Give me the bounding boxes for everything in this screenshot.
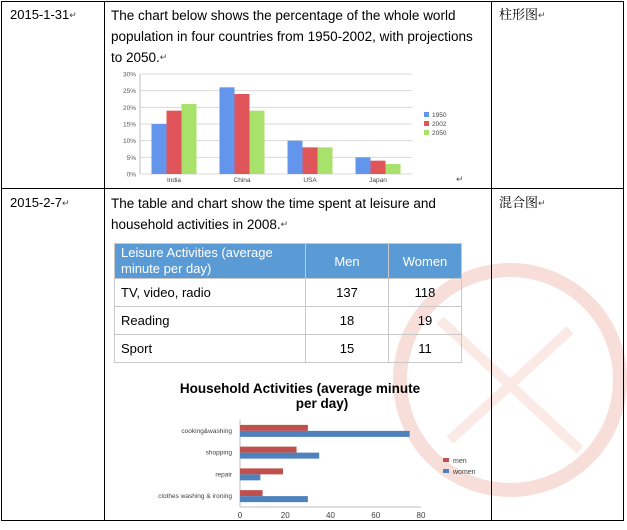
- legend-label-2002: 2002: [432, 121, 447, 128]
- table-row: [115, 307, 462, 335]
- y-tick-label: clothes washing & ironing: [158, 493, 232, 501]
- row2-chart-type: 混合图↵: [499, 195, 546, 210]
- x-tick-label: USA: [303, 177, 317, 184]
- bar-repair-women: [240, 474, 260, 480]
- x-tick-label: 40: [326, 511, 335, 520]
- bar-china-2050: [250, 111, 265, 174]
- table-cell: 11: [389, 335, 462, 363]
- population-bar-chart: [112, 70, 472, 186]
- bar-cooking-washing-men: [240, 425, 308, 431]
- bar-usa-2050: [318, 147, 333, 174]
- table-cell: TV, video, radio: [115, 279, 306, 307]
- chart-title-line2: per day): [295, 396, 349, 411]
- bar-clothes-washing-ironing-women: [240, 496, 308, 502]
- y-tick-label: 0%: [126, 171, 136, 179]
- leisure-header-women: Women: [389, 244, 462, 279]
- table-cell: 15: [306, 335, 389, 363]
- table-cell: 18: [306, 307, 389, 335]
- bar-japan-1950: [356, 157, 371, 174]
- bar-usa-1950: [288, 141, 303, 174]
- x-tick-label: China: [233, 177, 251, 184]
- table-cell: 118: [389, 279, 462, 307]
- table-cell: 137: [306, 279, 389, 307]
- chart-title: [180, 381, 421, 411]
- bar-india-1950: [152, 124, 167, 174]
- leisure-header-row: [115, 244, 462, 279]
- y-tick-label: 20%: [122, 104, 136, 112]
- legend-swatch-men: [443, 458, 449, 462]
- y-tick-label: 30%: [122, 71, 136, 79]
- legend-swatch-2002: [424, 121, 429, 126]
- table-cell: Sport: [115, 335, 306, 363]
- bar-japan-2050: [386, 164, 401, 174]
- y-tick-label: 15%: [122, 121, 136, 129]
- table-row: [115, 279, 462, 307]
- legend-label-1950: 1950: [432, 112, 447, 119]
- legend-swatch-women: [443, 469, 449, 473]
- legend-label-women: women: [453, 469, 476, 476]
- bar-india-2050: [182, 104, 197, 174]
- legend-swatch-2050: [424, 130, 429, 135]
- legend-swatch-1950: [424, 112, 429, 117]
- leisure-header-men: Men: [306, 244, 389, 279]
- leisure-table: [114, 243, 462, 363]
- y-tick-label: repair: [215, 471, 232, 479]
- bar-shopping-men: [240, 447, 297, 453]
- row2-date: 2015-2-7↵: [10, 195, 70, 210]
- table-cell: 19: [389, 307, 462, 335]
- x-tick-label: 60: [371, 511, 381, 520]
- bar-shopping-women: [240, 453, 319, 459]
- bar-china-1950: [220, 87, 235, 174]
- leisure-header-activity: Leisure Activities (average minute per day): [115, 244, 306, 279]
- table-row: [115, 335, 462, 363]
- y-tick-label: 25%: [122, 88, 136, 96]
- bar-cooking-washing-women: [240, 431, 410, 437]
- bar-clothes-washing-ironing-men: [240, 490, 263, 496]
- y-tick-label: shopping: [205, 449, 232, 457]
- x-tick-label: 0: [237, 511, 243, 520]
- legend-label-men: men: [453, 458, 467, 465]
- row1-prompt: The chart below shows the percentage of the whole world population in four countries from 1950-2002, with projections to 2050.↵: [111, 8, 473, 65]
- bar-japan-2002: [371, 161, 386, 174]
- row2-prompt: The table and chart show the time spent at leisure and household activities in 2008.↵: [111, 196, 436, 232]
- table-cell: Reading: [115, 307, 306, 335]
- legend-label-2050: 2050: [432, 130, 447, 137]
- y-tick-label: 10%: [122, 138, 136, 146]
- y-tick-label: 5%: [126, 154, 136, 162]
- y-tick-label: cooking&washing: [181, 427, 232, 435]
- bar-india-2002: [167, 111, 182, 174]
- bar-repair-men: [240, 468, 283, 474]
- household-activities-chart: [110, 378, 490, 520]
- x-tick-label: India: [166, 177, 182, 184]
- bar-china-2002: [235, 94, 250, 174]
- chart-title-line1: Household Activities (average minute: [179, 381, 421, 396]
- x-tick-label: 80: [416, 511, 426, 520]
- return-mark: ↵: [456, 174, 464, 184]
- x-tick-label: 20: [280, 511, 290, 520]
- row1-date: 2015-1-31↵: [10, 7, 77, 22]
- x-tick-label: Japan: [369, 177, 387, 184]
- row1-chart-type: 柱形图↵: [499, 7, 546, 22]
- bar-usa-2002: [303, 147, 318, 174]
